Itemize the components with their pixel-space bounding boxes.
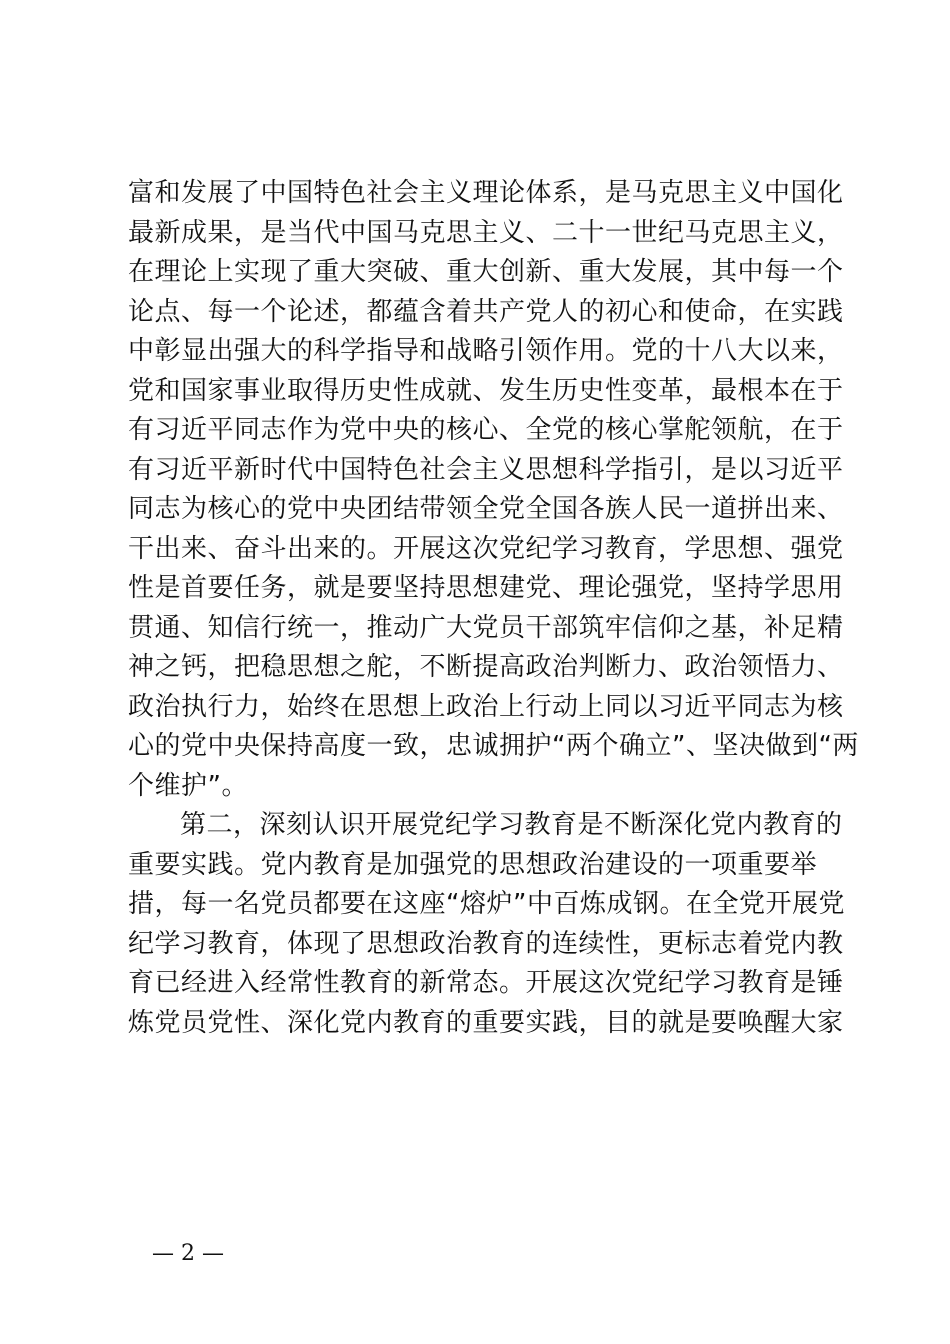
text-line: 炼党员党性、深化党内教育的重要实践，目的就是要唤醒大家 xyxy=(128,1007,844,1038)
text-line: 同志为核心的党中央团结带领全党全国各族人民一道拼出来、 xyxy=(128,494,844,524)
text-line: 有习近平同志作为党中央的核心、全党的核心掌舵领航，在于 xyxy=(128,415,844,445)
text-line: 个维护”。 xyxy=(128,770,248,801)
text-line: 政治执行力，始终在思想上政治上行动上同以习近平同志为核 xyxy=(128,691,844,722)
text-line: 有习近平新时代中国特色社会主义思想科学指引，是以习近平 xyxy=(128,454,844,485)
text-line: 最新成果，是当代中国马克思主义、二十一世纪马克思主义， xyxy=(128,217,844,248)
text-line: 纪学习教育，体现了思想政治教育的连续性，更标志着党内教 xyxy=(128,928,844,959)
paragraph-1 xyxy=(128,174,859,806)
text-line: 干出来、奋斗出来的。开展这次党纪学习教育，学思想、强党 xyxy=(128,533,844,564)
text-line: 党和国家事业取得历史性成就、发生历史性变革，最根本在于 xyxy=(128,375,844,406)
body-text xyxy=(128,174,859,1043)
text-line: 在理论上实现了重大突破、重大创新、重大发展，其中每一个 xyxy=(128,257,844,287)
page-number: — 2 — xyxy=(152,1241,224,1266)
text-line: 育已经进入经常性教育的新常态。开展这次党纪学习教育是锤 xyxy=(128,968,844,998)
text-line: 贯通、知信行统一，推动广大党员干部筑牢信仰之基，补足精 xyxy=(128,612,844,643)
text-line: 第二，深刻认识开展党纪学习教育是不断深化党内教育的 xyxy=(180,810,843,840)
text-line: 重要实践。党内教育是加强党的思想政治建设的一项重要举 xyxy=(128,849,818,880)
text-line: 中彰显出强大的科学指导和战略引领作用。党的十八大以来， xyxy=(128,336,844,366)
text-line: 神之钙，把稳思想之舵，不断提高政治判断力、政治领悟力、 xyxy=(128,652,844,682)
text-line: 措，每一名党员都要在这座“熔炉”中百炼成钢。在全党开展党 xyxy=(128,889,845,919)
text-line: 性是首要任务，就是要坚持思想建党、理论强党，坚持学思用 xyxy=(128,573,844,603)
text-line: 富和发展了中国特色社会主义理论体系，是马克思主义中国化 xyxy=(128,178,844,208)
paragraph-2 xyxy=(128,806,845,1043)
text-line: 论点、每一个论述，都蕴含着共产党人的初心和使命，在实践 xyxy=(128,296,844,327)
text-line: 心的党中央保持高度一致，忠诚拥护“两个确立”、坚决做到“两 xyxy=(128,731,859,761)
